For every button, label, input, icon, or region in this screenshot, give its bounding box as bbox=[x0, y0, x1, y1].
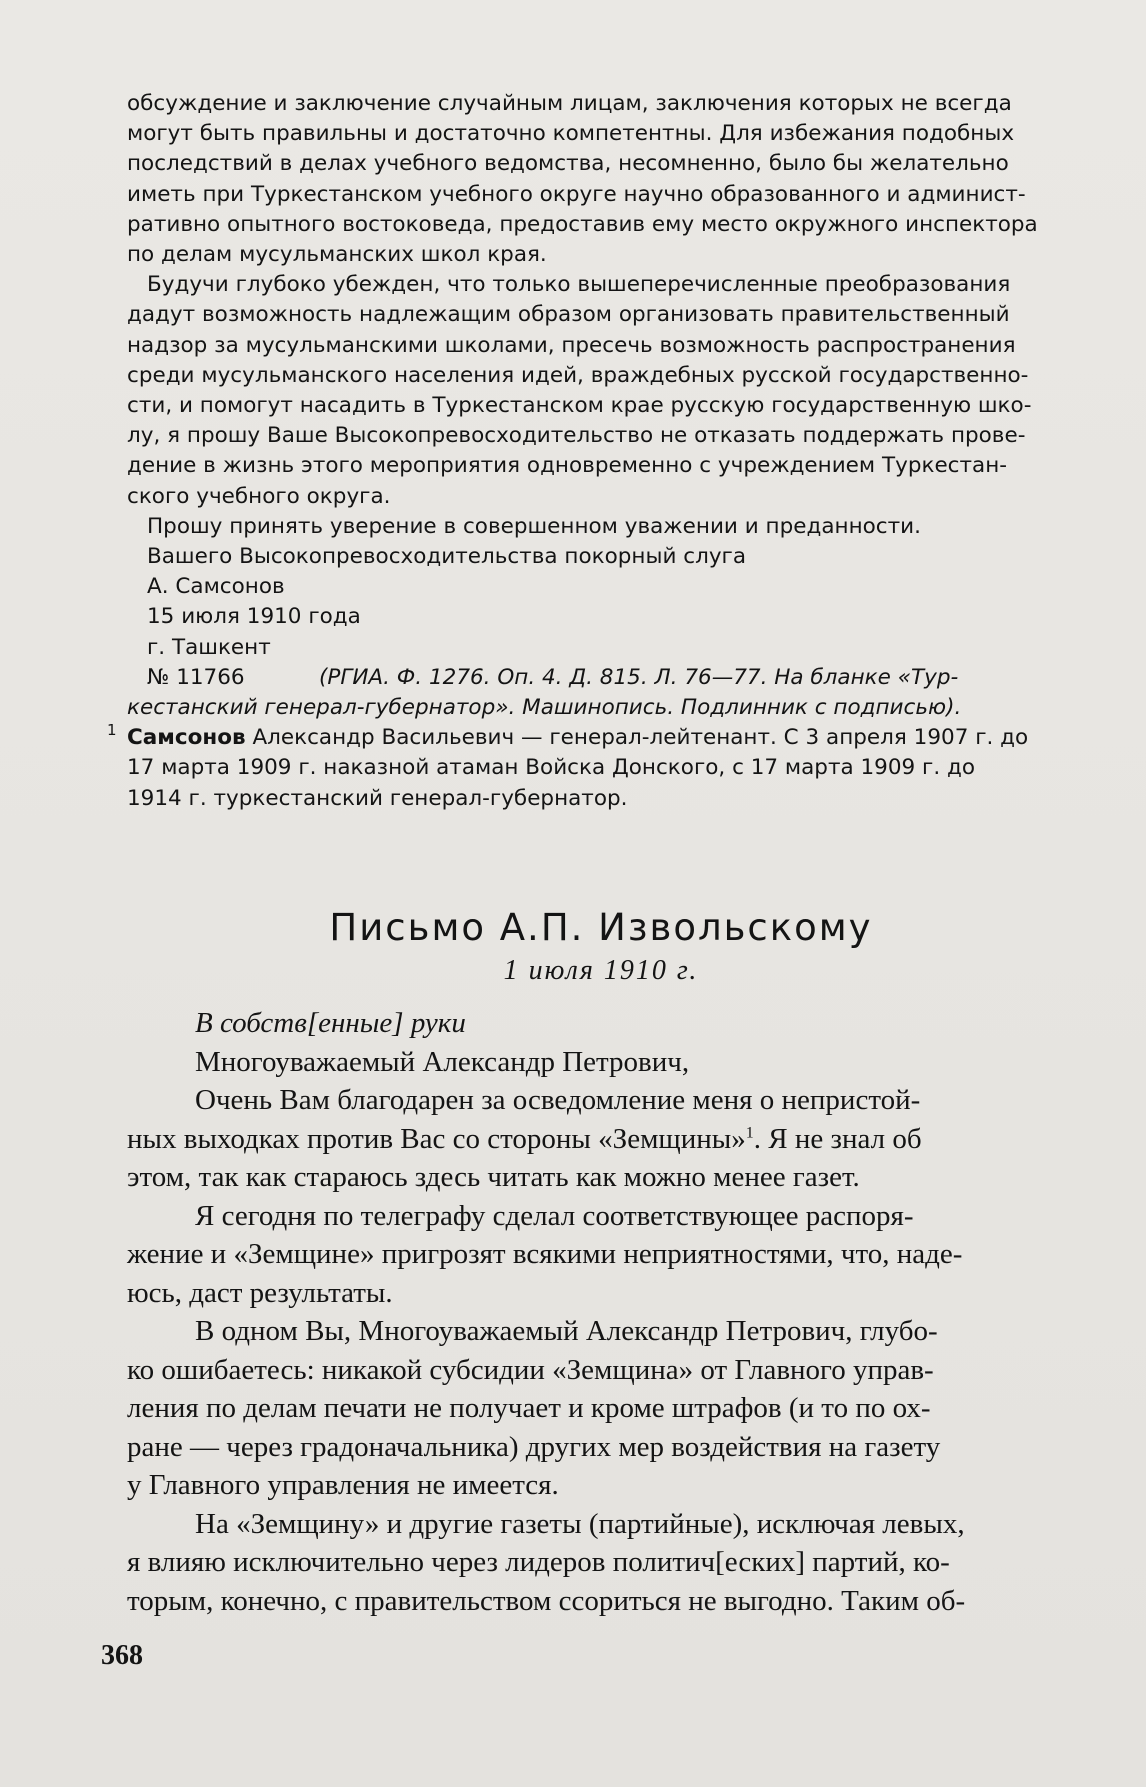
letter-body bbox=[127, 1004, 1075, 1620]
document-date: 15 июля 1910 года bbox=[147, 604, 361, 630]
paragraph-telegraph: Я сегодня по телеграфу сделал соответствующее распоря- жение и «Земщине» пригрозят всякими неприятностями, что, наде- юсь, даст результаты. bbox=[127, 1199, 963, 1309]
paragraph-inspector: обсуждение и заключение случайным лицам, заключения которых не всегда могут быть правильны и достаточно компетентны. Для избежания подобных последствий в делах учебного ведомства, несомненно, было бы желательно иметь при Туркестанском учебного округе научно образованного и админист- ративно опытного востоковеда, предоставив ему место окружного инспектора по делам мусульманских школ края. bbox=[127, 91, 1038, 268]
document-number: № 11766 bbox=[147, 664, 245, 690]
letter-title: Письмо А.П. Извольскому bbox=[329, 906, 873, 949]
paragraph-conviction: Будучи глубоко убежден, что только вышеперечисленные преобразования дадут возможность надлежащим образом организовать правительственный надзор за мусульманскими школами, пресечь возможность распространения среди мусульманского населения идей, враждебных русской государственно- сти, и помогут насадить в Туркестанском крае русскую государственную шко- лу, я прошу Ваше Высокопревосходительство не отказать поддержать прове- дение в жизнь этого мероприятия одновременно с учреждением Туркестан- ского учебного округа. bbox=[127, 272, 1032, 509]
paragraph-influence: На «Земщину» и другие газеты (партийные), исключая левых, я влияю исключительно через лидеров политич[еских] партий, ко- торым, конечно, с правительством ссориться не выгодно. Таким об- bbox=[127, 1507, 966, 1617]
footnote-ref: 1 bbox=[745, 1123, 754, 1141]
paragraph-subsidy: В одном Вы, Многоуважаемый Александр Петрович, глубо- ко ошибаетесь: никакой субсидии «Земщина» от Главного управ- ления по делам печати не получает и кроме штрафов (и то по ох- ране — через градоначальника) других мер воздействия на газету у Главного управления не имеется. bbox=[127, 1315, 941, 1501]
footnote: 1 Самсонов Александр Васильевич — генерал-лейтенант. С 3 апреля 1907 г. до 17 марта 1909 г. наказной атаман Войска Донского, с 17 марта 1909 г. до 1914 г. туркестанский генерал-губернатор. bbox=[127, 723, 1075, 814]
letter-date: 1 июля 1910 г. bbox=[503, 955, 699, 986]
salutation: Многоуважаемый Александр Петрович, bbox=[195, 1045, 690, 1078]
closing-line: Прошу принять уверение в совершенном уважении и преданности. bbox=[147, 513, 921, 539]
page-number: 368 bbox=[101, 1640, 143, 1671]
footnote-name: Самсонов bbox=[127, 725, 246, 751]
document-place: г. Ташкент bbox=[147, 634, 271, 660]
source-reference: № 11766 (РГИА. Ф. 1276. Оп. 4. Д. 815. Л. 76—77. На бланке «Тур- bbox=[127, 663, 1075, 693]
paragraph-thanks: Очень Вам благодарен за осведомление меня о непристой- ных выходках против Вас со стороны «Земщины»$^1$. Я не знал об этом, так как стараюсь здесь читать как можно менее газет. bbox=[127, 1084, 922, 1193]
source-reference-continued: кестанский генерал-губернатор». Машинопись. Подлинник с подписью). bbox=[127, 695, 962, 721]
delivery-note: В собств[енные] руки bbox=[195, 1007, 466, 1039]
signature: А. Самсонов bbox=[147, 574, 285, 600]
footnote-marker: 1 bbox=[107, 721, 117, 740]
previous-document bbox=[107, 89, 1075, 814]
servant-line: Вашего Высокопревосходительства покорный слуга bbox=[147, 544, 747, 570]
